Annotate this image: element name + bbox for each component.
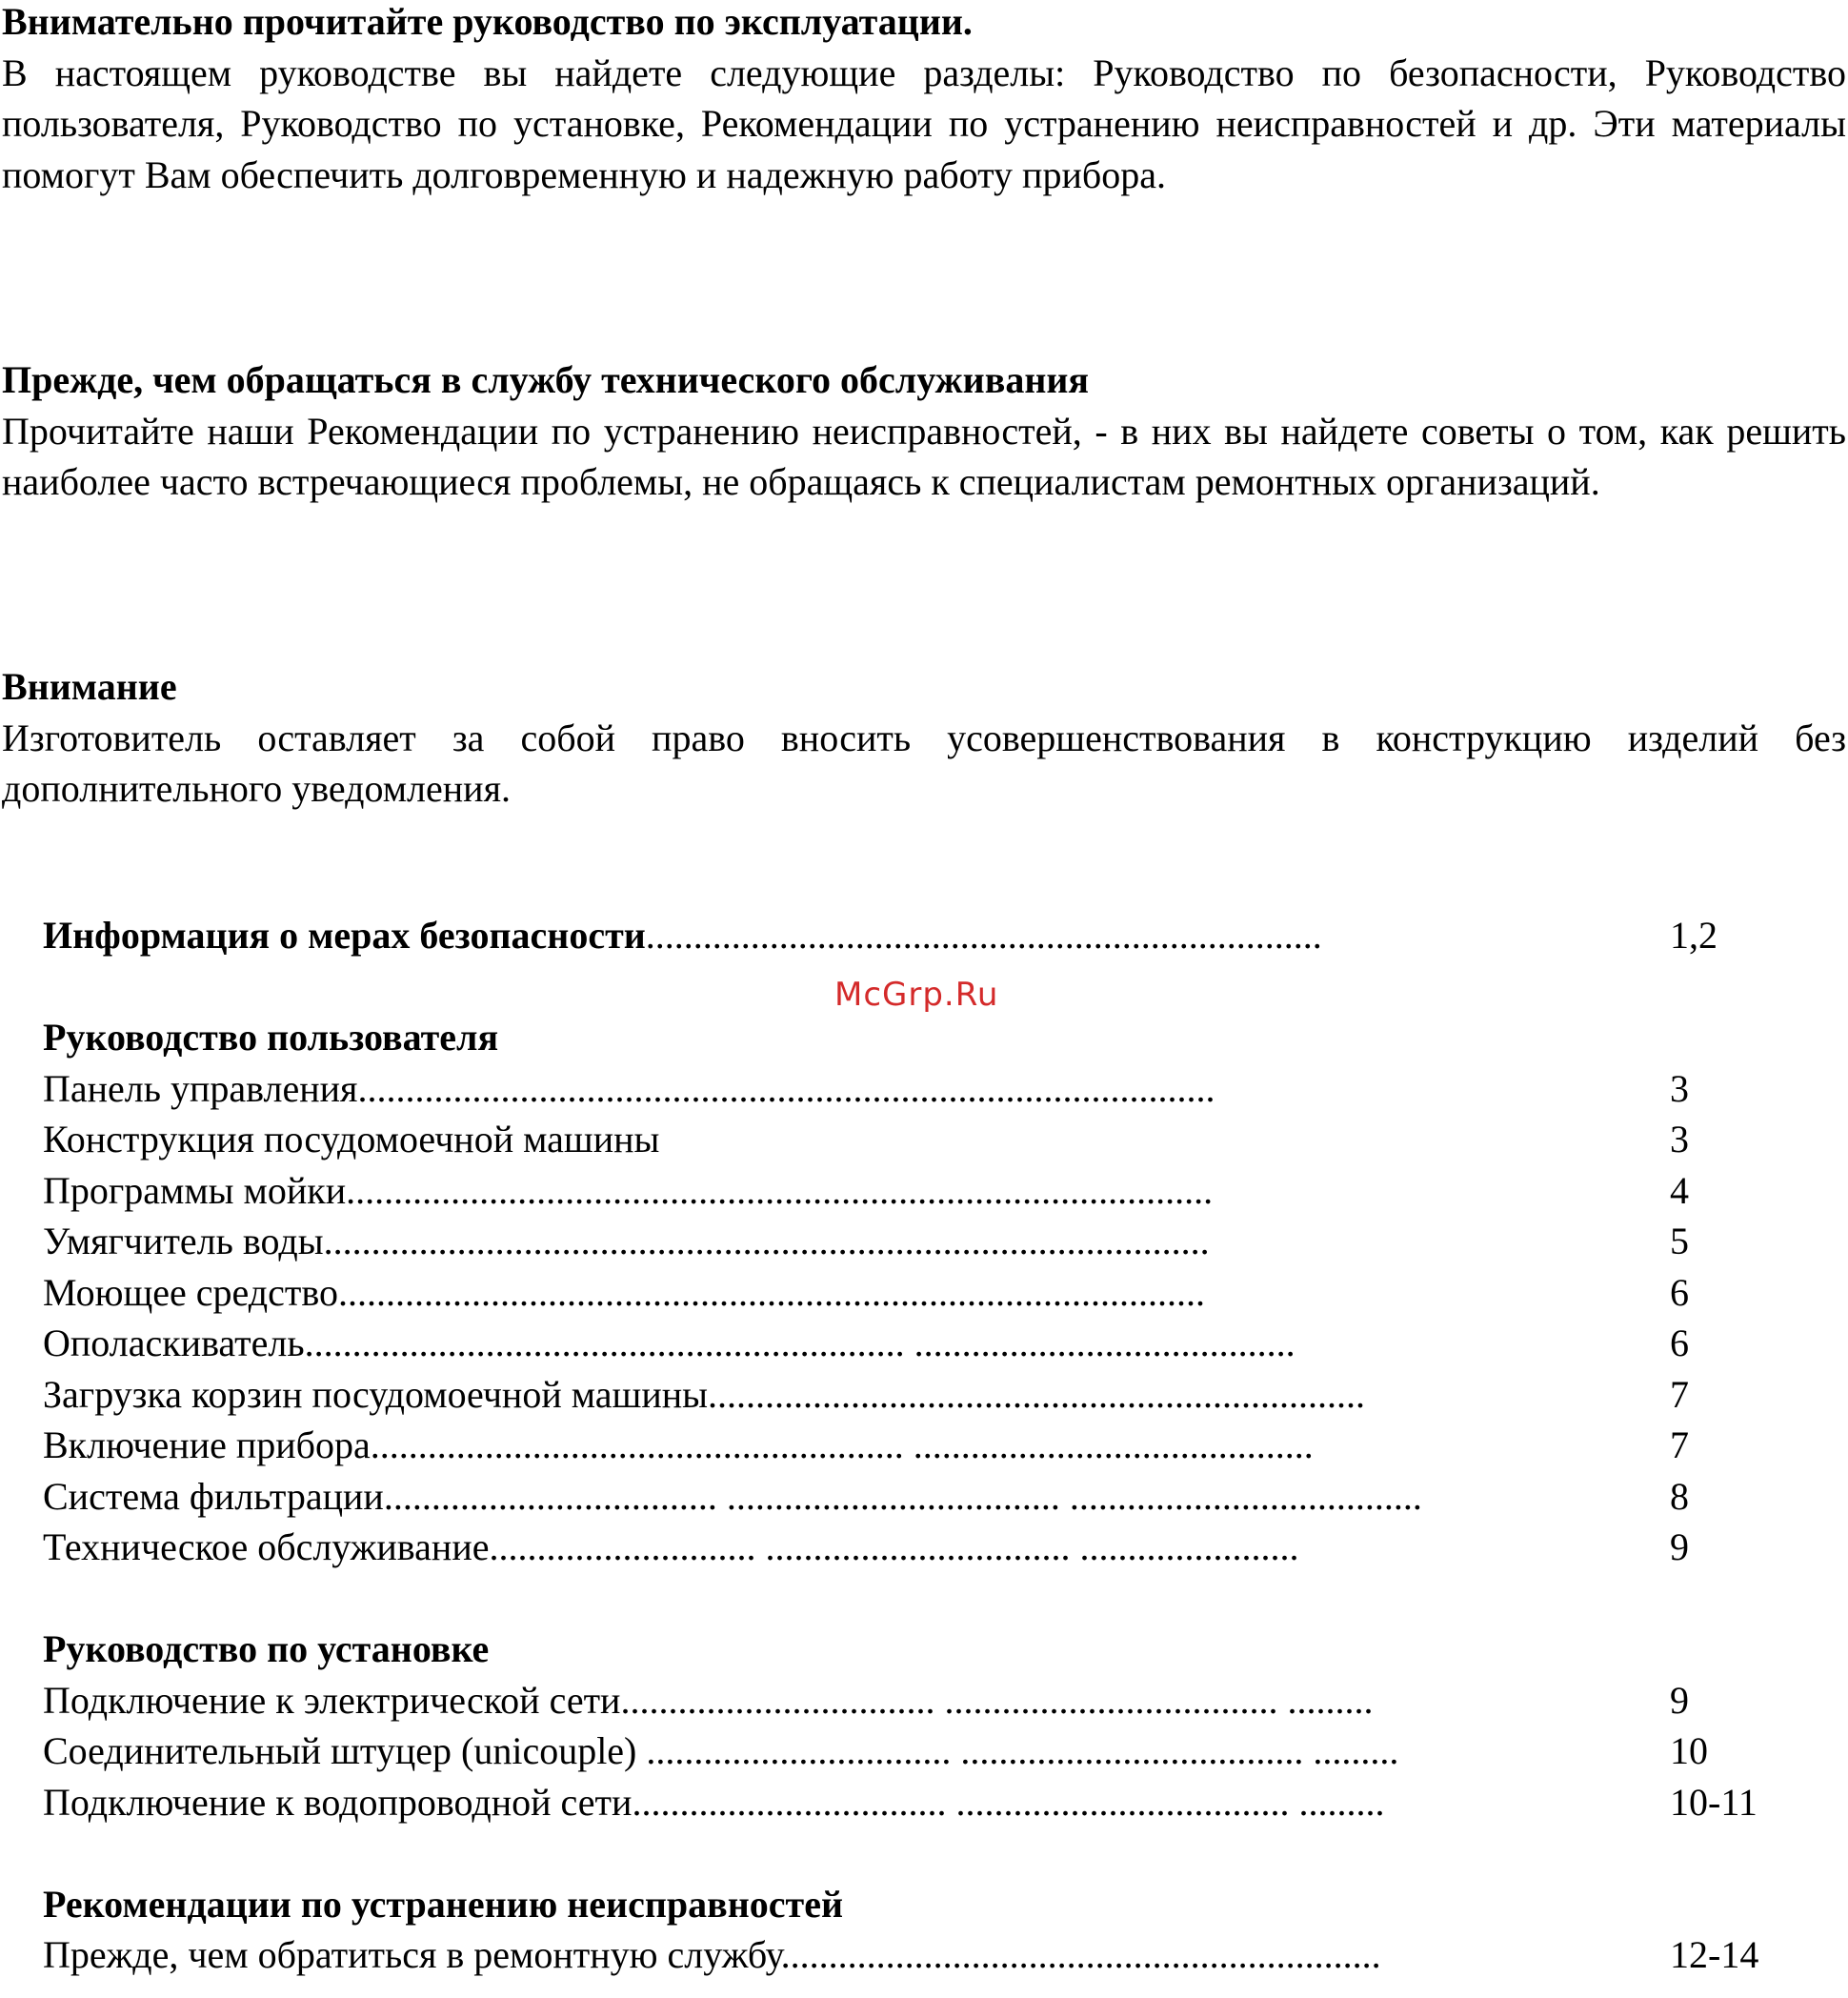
- toc-row[interactable]: [43, 1318, 1815, 1369]
- toc-page-number: 3: [1670, 1066, 1689, 1110]
- toc-row[interactable]: [43, 1522, 1815, 1573]
- toc-title: Подключение к водопроводной сети: [43, 1780, 633, 1824]
- toc-heading-user: Руководство пользователя: [43, 1016, 499, 1059]
- toc-row[interactable]: [43, 1471, 1815, 1523]
- toc-row[interactable]: [43, 1420, 1815, 1471]
- toc-row[interactable]: [43, 1369, 1815, 1421]
- toc-title-wrap: [43, 1216, 1624, 1267]
- toc-page-number: 6: [1670, 1322, 1689, 1364]
- toc-leader-dots: ..........................................................................................: [357, 1066, 1215, 1110]
- toc-title-wrap: [43, 1777, 1624, 1828]
- toc-list-install: [43, 1675, 1815, 1828]
- toc-leader-dots: ...........................................................................................: [346, 1168, 1214, 1212]
- toc-title-wrap: [43, 1929, 1624, 1981]
- toc-row-safety[interactable]: [43, 910, 1815, 961]
- attention-heading: Внимание: [2, 665, 177, 708]
- toc-page-number: 5: [1670, 1220, 1689, 1262]
- toc-leader-dots: .............................................................................................: [323, 1220, 1210, 1262]
- table-of-contents: [43, 910, 1815, 1981]
- toc-title-wrap: [43, 1114, 1624, 1165]
- toc-spacer: [43, 1573, 1815, 1625]
- toc-leader-dots: ........................................................ ..........................................: [370, 1423, 1314, 1466]
- toc-title-wrap: [43, 1267, 1624, 1319]
- toc-row[interactable]: [43, 1777, 1815, 1828]
- toc-row[interactable]: [43, 1165, 1815, 1217]
- toc-title: Система фильтрации: [43, 1474, 384, 1518]
- toc-leader-dots: .....................................................................: [708, 1372, 1366, 1416]
- attention-section: [2, 661, 1846, 815]
- toc-title: Техническое обслуживание: [43, 1525, 490, 1568]
- toc-row[interactable]: [43, 1063, 1815, 1115]
- toc-row[interactable]: [43, 1726, 1815, 1777]
- toc-title-wrap: [43, 1471, 1624, 1523]
- toc-title-wrap: [43, 1420, 1624, 1471]
- toc-page-number: 9: [1670, 1678, 1689, 1722]
- toc-page-safety: 1,2: [1670, 914, 1717, 957]
- toc-title: Подключение к электрической сети: [43, 1678, 621, 1722]
- toc-title: Моющее средство: [43, 1270, 338, 1314]
- toc-leader-dots: ................................. ................................... .........: [620, 1678, 1374, 1722]
- toc-page-number: 7: [1670, 1423, 1689, 1466]
- toc-title-wrap: [43, 1369, 1624, 1421]
- toc-page-number: 8: [1670, 1474, 1689, 1518]
- toc-leader-dots: ............................ ................................ .......................: [489, 1525, 1299, 1568]
- intro-section: [2, 0, 1846, 200]
- toc-leader-dots: ...............................................................: [780, 1933, 1381, 1976]
- toc-title: Включение прибора: [43, 1423, 371, 1466]
- toc-title: Загрузка корзин посудомоечной машины: [43, 1372, 709, 1416]
- toc-page-number: 10-11: [1670, 1780, 1758, 1824]
- toc-row[interactable]: [43, 1675, 1815, 1726]
- attention-paragraph: Изготовитель оставляет за собой право вносить усовершенствования в конструкцию изделий без дополнительного уведомления.: [2, 716, 1846, 810]
- toc-row[interactable]: [43, 1114, 1815, 1165]
- toc-title: Панель управления: [43, 1066, 358, 1110]
- toc-leader-dots: ............................................................... ........................................: [304, 1322, 1296, 1364]
- service-paragraph: Прочитайте наши Рекомендации по устранению неисправностей, - в них вы найдете советы о том, как решить наиболее часто встречающиеся проблемы, не обращаясь к специалистам ремонтных организаций.: [2, 409, 1846, 503]
- toc-title: Конструкция посудомоечной машины: [43, 1118, 660, 1160]
- toc-title-safety: Информация о мерах безопасности: [43, 914, 646, 957]
- toc-title-wrap: [43, 910, 1624, 961]
- toc-title-wrap: [43, 1165, 1624, 1217]
- toc-title: Программы мойки: [43, 1168, 347, 1212]
- toc-page-number: 10: [1670, 1729, 1708, 1772]
- toc-leader-dots: ................................... ................................... .....................................: [383, 1474, 1422, 1518]
- toc-page-number: 6: [1670, 1270, 1689, 1314]
- toc-page-number: 3: [1670, 1118, 1689, 1160]
- toc-page-number: 9: [1670, 1525, 1689, 1568]
- toc-spacer: [43, 961, 1815, 1013]
- toc-list-trouble: [43, 1929, 1815, 1981]
- toc-title: Прежде, чем обратиться в ремонтную службу: [43, 1933, 781, 1976]
- toc-title-wrap: [43, 1675, 1624, 1726]
- toc-leader-dots: ................................. ................................... .........: [632, 1780, 1385, 1824]
- toc-row[interactable]: [43, 1929, 1815, 1981]
- toc-title: Ополаскиватель: [43, 1322, 305, 1364]
- service-heading: Прежде, чем обращаться в службу технического обслуживания: [2, 358, 1090, 401]
- toc-title-wrap: [43, 1726, 1624, 1777]
- toc-heading-install: Руководство по установке: [43, 1627, 490, 1670]
- toc-title: Соединительный штуцер (unicouple): [43, 1729, 637, 1772]
- toc-page-number: 4: [1670, 1168, 1689, 1212]
- toc-page-number: 12-14: [1670, 1933, 1759, 1976]
- toc-row[interactable]: [43, 1267, 1815, 1319]
- toc-row[interactable]: [43, 1216, 1815, 1267]
- toc-page-number: 7: [1670, 1372, 1689, 1416]
- intro-paragraph: В настоящем руководстве вы найдете следующие разделы: Руководство по безопасности, Руководство пользователя, Руководство по установке, Рекомендации по устранению неисправностей и др. Эти материалы помогут Вам обеспечить долговременную и надежную работу прибора.: [2, 50, 1846, 196]
- toc-spacer: [43, 1827, 1815, 1879]
- toc-title: Умягчитель воды: [43, 1220, 324, 1262]
- toc-list-user: [43, 1063, 1815, 1573]
- toc-title-wrap: [43, 1522, 1624, 1573]
- service-section: [2, 354, 1846, 508]
- toc-leader-dots: ...........................................................................................: [337, 1270, 1205, 1314]
- toc-heading-trouble: Рекомендации по устранению неисправностей: [43, 1882, 843, 1926]
- toc-title-wrap: [43, 1063, 1624, 1115]
- intro-heading: Внимательно прочитайте руководство по эксплуатации.: [2, 0, 973, 43]
- toc-leader-dots: ................................ .................................... .........: [636, 1729, 1399, 1772]
- watermark: McGrp.Ru: [834, 976, 999, 1014]
- toc-title-wrap: [43, 1318, 1624, 1369]
- toc-leader-dots: .......................................................................: [645, 914, 1322, 957]
